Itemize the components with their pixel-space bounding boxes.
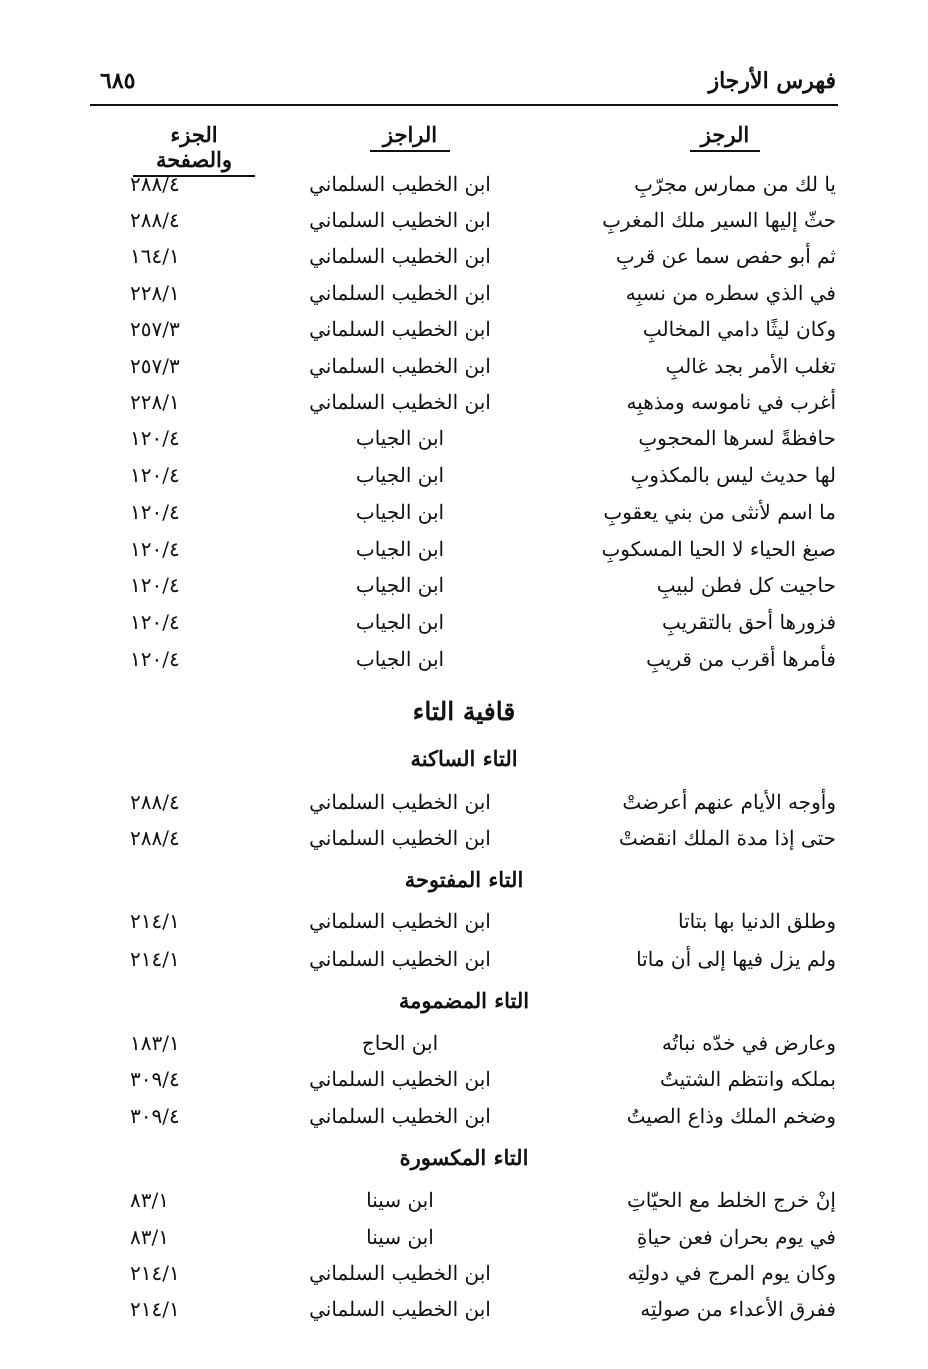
poet-name: ابن الخطيب السلماني [309, 1104, 491, 1128]
rajaz-verse: وعارض في خدّه نباتُه [661, 1031, 836, 1055]
running-title: فهرس الأرجاز [708, 68, 836, 94]
volume-page-ref: ١٢٠/٤ [130, 426, 180, 450]
poet-name: ابن الحاج [361, 1031, 439, 1055]
volume-page-ref: ٢١٤/١ [130, 1261, 180, 1285]
volume-page-ref: ٨٣/١ [130, 1188, 169, 1212]
rajaz-verse: في الذي سطره من نسبِه [625, 281, 836, 305]
column-header-volume-page: الجزء والصفحة [133, 122, 255, 177]
rajaz-verse: وكان يوم المرج في دولتِه [627, 1261, 836, 1285]
poet-name: ابن الخطيب السلماني [309, 244, 491, 268]
rajaz-verse: حافظةً لسرها المحجوبِ [638, 426, 836, 450]
rajaz-verse: تغلب الأمر بجد غالبِ [665, 354, 836, 378]
poet-name: ابن الخطيب السلماني [309, 208, 491, 232]
poet-name: ابن الخطيب السلماني [309, 354, 491, 378]
column-header-rajaz: الرجز [690, 122, 760, 152]
rajaz-verse: في يوم بحران فعن حياةِ [636, 1225, 836, 1249]
page-number: ٦٨٥ [100, 68, 136, 94]
volume-page-ref: ١٢٠/٤ [130, 463, 180, 487]
rajaz-verse: ففرق الأعداء من صولتِه [640, 1297, 836, 1321]
rajaz-verse: يا لك من ممارس مجرّبِ [634, 172, 836, 196]
header-rule [90, 104, 838, 106]
volume-page-ref: ٢٨٨/٤ [130, 208, 180, 232]
volume-page-ref: ٢٥٧/٣ [130, 317, 180, 341]
poet-name: ابن الجياب [355, 500, 445, 524]
volume-page-ref: ١٢٠/٤ [130, 647, 180, 671]
poet-name: ابن الجياب [355, 610, 445, 634]
poet-name: ابن الجياب [355, 647, 445, 671]
poet-name: ابن الجياب [355, 573, 445, 597]
rajaz-verse: أغرب في ناموسه ومذهبِه [626, 390, 836, 414]
rajaz-verse: وطلق الدنيا بها بتاتا [677, 909, 836, 933]
rajaz-verse: حثّ إليها السير ملك المغربِ [602, 208, 836, 232]
volume-page-ref: ٢٨٨/٤ [130, 826, 180, 850]
poet-name: ابن الخطيب السلماني [309, 281, 491, 305]
volume-page-ref: ٢٥٧/٣ [130, 354, 180, 378]
volume-page-ref: ٢١٤/١ [130, 947, 180, 971]
poet-name: ابن الخطيب السلماني [309, 317, 491, 341]
rajaz-verse: وأوجه الأيام عنهم أعرضتْ [622, 790, 836, 814]
poet-name: ابن الخطيب السلماني [309, 947, 491, 971]
volume-page-ref: ٢٨٨/٤ [130, 790, 180, 814]
volume-page-ref: ٢٢٨/١ [130, 281, 180, 305]
rajaz-verse: بملكه وانتظم الشتيتُ [660, 1067, 836, 1091]
subsection-title: التاء المضمومة [398, 988, 530, 1013]
subsection-title: التاء المكسورة [399, 1145, 529, 1170]
poet-name: ابن الجياب [355, 463, 445, 487]
rajaz-verse: ثم أبو حفص سما عن قربِ [615, 244, 836, 268]
poet-name: ابن سينا [366, 1225, 434, 1249]
volume-page-ref: ١٨٣/١ [130, 1031, 180, 1055]
volume-page-ref: ٣٠٩/٤ [130, 1067, 180, 1091]
rajaz-verse: ما اسم لأنثى من بني يعقوبِ [603, 500, 836, 524]
volume-page-ref: ١٢٠/٤ [130, 500, 180, 524]
rajaz-verse: فزورها أحق بالتقريبِ [661, 610, 836, 634]
poet-name: ابن الخطيب السلماني [309, 172, 491, 196]
volume-page-ref: ٢٢٨/١ [130, 390, 180, 414]
poet-name: ابن الخطيب السلماني [309, 909, 491, 933]
poet-name: ابن الخطيب السلماني [309, 1297, 491, 1321]
poet-name: ابن الجياب [355, 426, 445, 450]
poet-name: ابن الخطيب السلماني [309, 390, 491, 414]
rajaz-verse: حتى إذا مدة الملك انقضتْ [618, 826, 836, 850]
poet-name: ابن الخطيب السلماني [309, 826, 491, 850]
subsection-title: التاء الساكنة [410, 746, 518, 771]
volume-page-ref: ٢١٤/١ [130, 909, 180, 933]
volume-page-ref: ١٢٠/٤ [130, 610, 180, 634]
rajaz-verse: وكان ليثًا دامي المخالبِ [642, 317, 836, 341]
rajaz-verse: ولم يزل فيها إلى أن ماتا [636, 947, 836, 971]
volume-page-ref: ١٢٠/٤ [130, 573, 180, 597]
poet-name: ابن الخطيب السلماني [309, 1067, 491, 1091]
column-header-poet: الراجز [370, 122, 450, 152]
poet-name: ابن الجياب [355, 537, 445, 561]
volume-page-ref: ٢٨٨/٤ [130, 172, 180, 196]
volume-page-ref: ٢١٤/١ [130, 1297, 180, 1321]
volume-page-ref: ١٢٠/٤ [130, 537, 180, 561]
subsection-title: التاء المفتوحة [404, 867, 524, 892]
poet-name: ابن سينا [366, 1188, 434, 1212]
rajaz-verse: لها حديث ليس بالمكذوبِ [630, 463, 836, 487]
poet-name: ابن الخطيب السلماني [309, 1261, 491, 1285]
rajaz-verse: وضخم الملك وذاع الصيتُ [626, 1104, 836, 1128]
volume-page-ref: ٣٠٩/٤ [130, 1104, 180, 1128]
volume-page-ref: ٨٣/١ [130, 1225, 169, 1249]
volume-page-ref: ١٦٤/١ [130, 244, 180, 268]
rajaz-verse: فأمرها أقرب من قريبِ [646, 647, 836, 671]
rajaz-verse: صبغ الحياء لا الحيا المسكوبِ [601, 537, 836, 561]
rajaz-verse: حاجيت كل فطن لبيبِ [656, 573, 836, 597]
section-title: قافية التاء [412, 697, 516, 726]
rajaz-verse: إنْ خرج الخلط مع الحيّاتِ [626, 1188, 836, 1212]
poet-name: ابن الخطيب السلماني [309, 790, 491, 814]
